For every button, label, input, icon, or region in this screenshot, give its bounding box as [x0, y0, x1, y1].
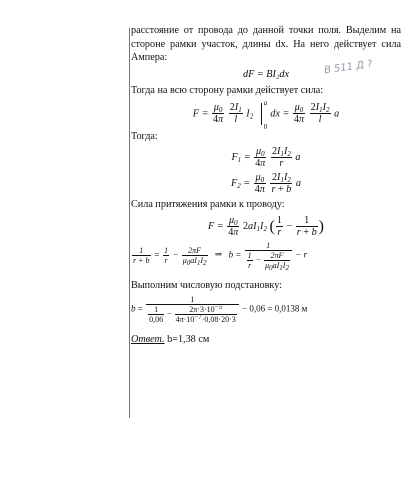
numeric-result: − 0,06 = 0,0138 м [242, 303, 308, 314]
whole-side-paragraph: Тогда на всю сторону рамки действует сила: [131, 85, 324, 96]
b-derivation-equation: $\frac{1}{r + b}$ = $\frac{1}{r}$ − $\frac{2\pi F}{\mu_0aI_1I_2}$ ⇒ b = 1 $\frac{1}{r}$ − $\frac{2\pi F}{\mu_0aI_1I_2}$ − r [133, 240, 308, 272]
page-margin-rule [129, 28, 130, 418]
force-f1-equation: $F_1$ = $\frac{\mu_0}{4\pi}$ $\frac{2I_1I_2}{r}$ a [231, 146, 301, 169]
answer-label: Ответ. [131, 334, 165, 345]
answer-line [131, 333, 401, 347]
handwritten-note: В 511 Д ? [323, 58, 374, 77]
attraction-paragraph: Сила притяжения рамки к проводу: [131, 199, 285, 210]
implies-arrow-icon: ⇒ [214, 249, 223, 260]
total-force-integral-equation: F = $\frac{\mu_0}{4\pi}$ $\frac{2I_1}{l}$ $I_2$ a 0 dx = $\frac{\mu_0}{4\pi}$ $\frac{2I_1I_2}{l}$ a [192, 98, 340, 131]
numeric-substitution-equation: b = 1 $\frac{1}{0,06}$ − $\frac{2\pi\cdot 3\cdot 10^{-5}}{4\pi\cdot 10^{-7}\cdot 0,08\cdot 20\cdot 3}$ − 0,06 = 0,0138 м [131, 295, 308, 324]
answer-value: b=1,38 см [167, 334, 210, 345]
force-f2-equation: $F_2$ = $\frac{\mu_0}{4\pi}$ $\frac{2I_1I_2}{r + b}$ a [231, 172, 301, 195]
numeric-paragraph: Выполним числовую подстановку: [131, 279, 283, 291]
then-paragraph: Тогда: [131, 130, 158, 142]
attraction-force-equation: F = $\frac{\mu_0}{4\pi}$ $2aI_1I_2$ ( $\frac{1}{r}$ − $\frac{1}{r + b}$ ) [208, 214, 324, 238]
intro-paragraph: расстояние от провода до данной точки поля. Выделим на стороне рамки участок, длины dx. На него действует сила Ампера: [131, 25, 401, 63]
integral-sign: a 0 [256, 101, 268, 127]
document-body [131, 24, 401, 347]
ampere-force-equation: dF = BI₂dx [242, 68, 290, 80]
